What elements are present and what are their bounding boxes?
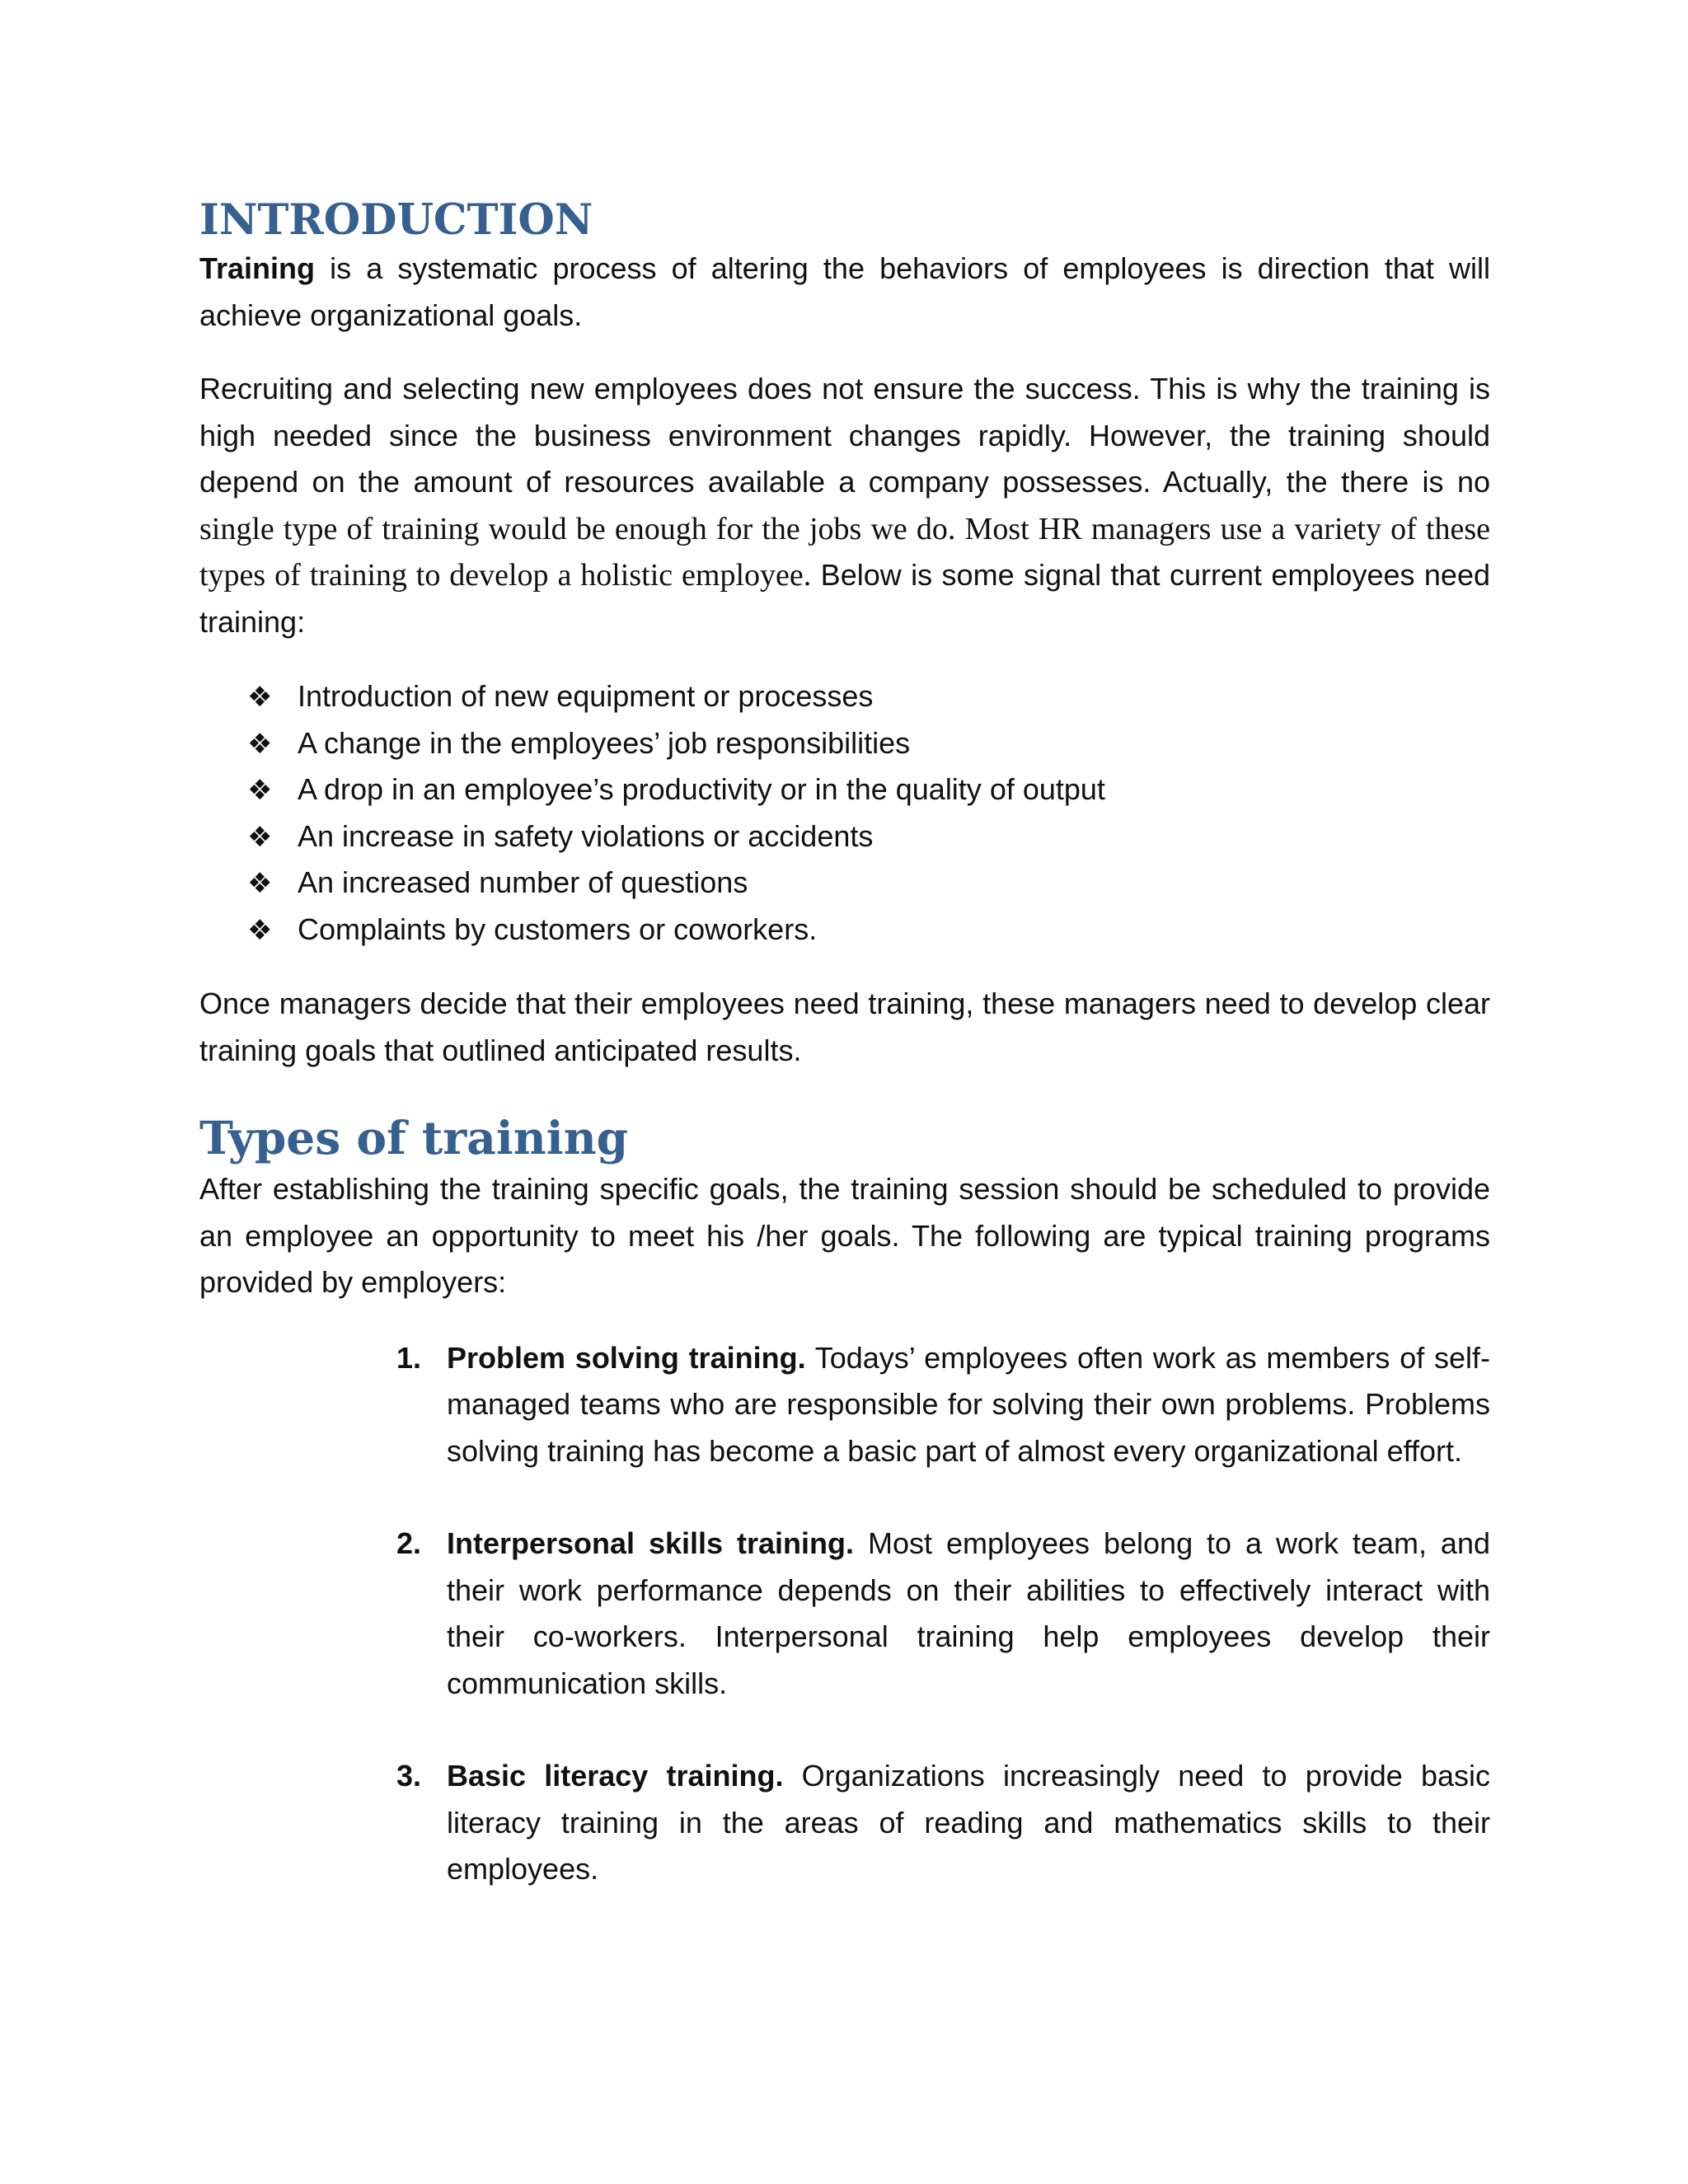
training-term: Training	[199, 251, 316, 285]
list-item	[199, 766, 1490, 813]
program-title: Problem solving training.	[447, 1340, 806, 1375]
list-item-text: Complaints by customers or coworkers.	[298, 912, 818, 946]
list-item	[396, 1753, 1490, 1893]
diamond-bullet-icon: ❖	[247, 820, 273, 854]
list-item	[199, 720, 1490, 767]
training-signals-list	[199, 673, 1490, 953]
program-title: Basic literacy training.	[447, 1759, 784, 1793]
document-content	[199, 191, 1490, 1893]
list-item	[199, 907, 1490, 954]
list-item-text: Introduction of new equipment or processes	[298, 679, 874, 713]
program-description: Most employees belong to a work team, and their work performance depends on their abilities to effectively interact with their co-workers. Interpersonal training help employees develop their communication skills.	[447, 1526, 1490, 1700]
list-item-text: An increased number of questions	[298, 865, 748, 899]
list-item-text: A drop in an employee’s productivity or in the quality of output	[298, 772, 1105, 806]
list-item	[396, 1335, 1490, 1475]
list-number: 2.	[396, 1526, 422, 1560]
diamond-bullet-icon: ❖	[247, 867, 273, 900]
types-of-training-intro: After establishing the training specific goals, the training session should be scheduled to provide an employee an opportunity to meet his /her goals. The following are typical training programs provided by employers:	[199, 1172, 1490, 1299]
training-programs-list	[199, 1335, 1490, 1893]
program-description: Todays’ employees often work as members of self-managed teams who are responsible for solving their own problems. Problems solving training has become a basic part of almost every organizational effort.	[447, 1340, 1490, 1468]
program-title: Interpersonal skills training.	[447, 1526, 855, 1560]
training-needs-serif-text: single type of training would be enough for the jobs we do. Most HR managers use a variety of these types of training to develop a holistic employee.	[199, 511, 1490, 593]
types-of-training-heading: Types of training	[199, 1111, 629, 1165]
diamond-bullet-icon: ❖	[247, 913, 273, 947]
list-item	[396, 1521, 1490, 1707]
diamond-bullet-icon: ❖	[247, 727, 273, 761]
types-of-training-section	[199, 1108, 1490, 1893]
introduction-section	[199, 191, 1490, 1074]
list-number: 1.	[396, 1340, 422, 1375]
list-item-text: An increase in safety violations or accidents	[298, 818, 874, 853]
list-item-text: A change in the employees’ job responsibilities	[298, 725, 911, 760]
training-needs-paragraph	[199, 366, 1490, 645]
training-definition-text: is a systematic process of altering the behaviors of employees is direction that will achieve organizational goals.	[199, 251, 1490, 332]
diamond-bullet-icon: ❖	[247, 681, 273, 714]
program-description: Organizations increasingly need to provide basic literacy training in the areas of reading and mathematics skills to their employees.	[447, 1759, 1490, 1886]
introduction-heading: INTRODUCTION	[199, 195, 593, 245]
training-needs-opening: Recruiting and selecting new employees does not ensure the success. This is why the training is high needed since the business environment changes rapidly. However, the training should depend on the amount of resources available a company possesses. Actually, the there is no	[199, 372, 1490, 499]
list-item	[199, 673, 1490, 720]
list-item	[199, 860, 1490, 907]
training-needs-ending: Below is some signal that current employees need training:	[199, 558, 1490, 639]
list-number: 3.	[396, 1759, 422, 1793]
list-item	[199, 813, 1490, 860]
training-definition-paragraph	[199, 246, 1490, 339]
training-goals-paragraph: Once managers decide that their employees need training, these managers need to develop clear training goals that outlined anticipated results.	[199, 987, 1490, 1067]
diamond-bullet-icon: ❖	[247, 774, 273, 807]
